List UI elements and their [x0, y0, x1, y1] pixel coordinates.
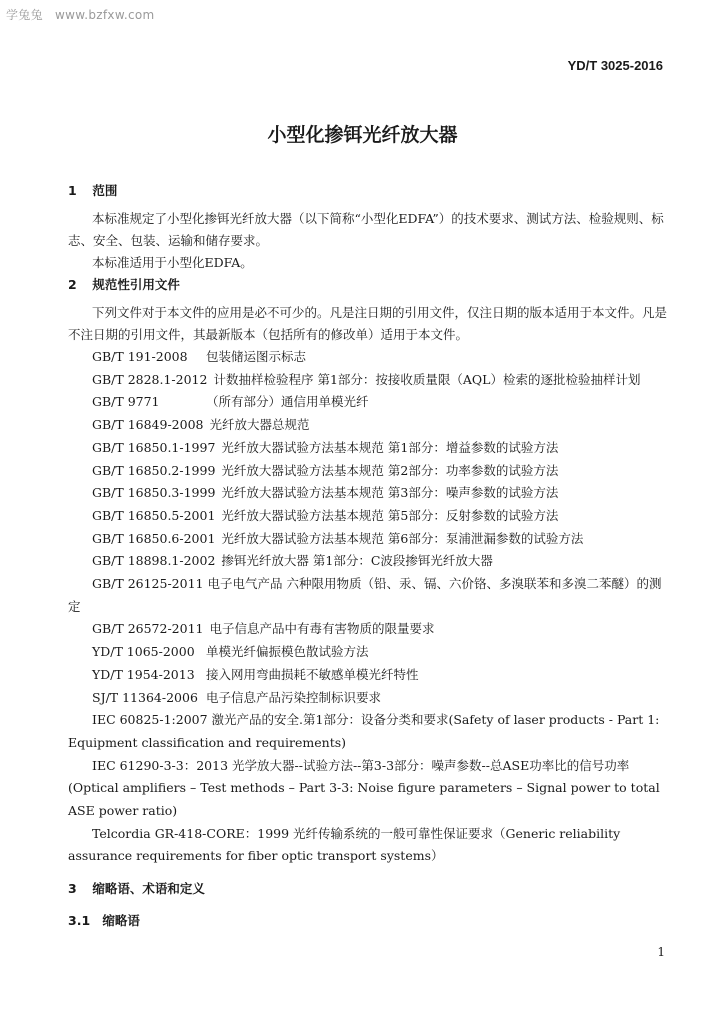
reference-item	[68, 550, 668, 573]
section-heading-2	[68, 274, 668, 296]
reference-item	[68, 664, 668, 687]
section-title: 缩略语	[102, 913, 140, 929]
reference-title: 掺铒光纤放大器 第1部分：C波段掺铒光纤放大器	[221, 553, 493, 569]
watermark-site-name: 学兔兔	[6, 8, 43, 22]
reference-item-wrapped: GB/T 26125-2011 电子电气产品 六种限用物质（铅、汞、镉、六价铬、多溴联苯和多溴二苯醚）的测定	[68, 576, 662, 614]
reference-code: GB/T 16850.1-1997	[92, 439, 216, 455]
section-heading-1	[68, 180, 668, 202]
reference-item	[68, 369, 668, 392]
reference-code: GB/T 9771	[92, 394, 160, 410]
reference-title: 计数抽样检验程序 第1部分：按接收质量限（AQL）检索的逐批检验抽样计划	[213, 371, 641, 387]
section-title: 缩略语、术语和定义	[92, 881, 205, 897]
reference-item	[68, 346, 668, 369]
reference-item	[68, 505, 668, 528]
reference-title: 接入网用弯曲损耗不敏感单模光纤特性	[206, 666, 419, 682]
section-number: 2	[68, 277, 77, 292]
reference-item	[68, 618, 668, 641]
scope-paragraph: 本标准规定了小型化掺铒光纤放大器（以下简称“小型化EDFA”）的技术要求、测试方法、检验规则、标志、安全、包装、运输和储存要求。	[68, 211, 664, 248]
section-number: 3	[68, 881, 77, 897]
reference-title: 光纤放大器总规范	[209, 417, 310, 433]
section-number: 1	[68, 183, 77, 198]
watermark-site-url: www.bzfxw.com	[55, 8, 155, 22]
subsection-heading-3-1	[68, 910, 668, 932]
reference-code: YD/T 1954-2013	[92, 666, 195, 682]
reference-code: YD/T 1065-2000	[92, 644, 195, 660]
reference-code: GB/T 191-2008	[92, 349, 188, 364]
document-title: 小型化掺铒光纤放大器	[267, 124, 458, 146]
reference-code: GB/T 18898.1-2002	[92, 553, 216, 569]
reference-list	[68, 346, 668, 868]
reference-code: GB/T 16850.5-2001	[92, 507, 216, 523]
section-title: 范围	[92, 183, 118, 198]
section-title: 规范性引用文件	[92, 277, 180, 292]
reference-title: 电子信息产品中有毒有害物质的限量要求	[209, 621, 435, 637]
reference-item	[68, 641, 668, 664]
standard-code: YD/T 3025-2016	[567, 58, 663, 73]
document-body	[68, 180, 668, 932]
references-intro: 下列文件对于本文件的应用是必不可少的。凡是注日期的引用文件，仅注日期的版本适用于本文件。凡是不注日期的引用文件，其最新版本（包括所有的修改单）适用于本文件。	[68, 305, 668, 342]
reference-title: 包装储运图示标志	[206, 349, 307, 364]
reference-title: 光纤放大器试验方法基本规范 第6部分：泵浦泄漏参数的试验方法	[221, 530, 584, 546]
reference-item	[68, 460, 668, 483]
reference-code: GB/T 16850.2-1999	[92, 462, 216, 478]
reference-title: 光纤放大器试验方法基本规范 第3部分：噪声参数的试验方法	[221, 485, 559, 501]
reference-item	[68, 528, 668, 551]
section-heading-3	[68, 878, 668, 900]
reference-code: SJ/T 11364-2006	[92, 689, 198, 705]
reference-item	[68, 482, 668, 505]
reference-item	[68, 687, 668, 710]
reference-code: GB/T 16850.6-2001	[92, 530, 216, 546]
scope-applicability: 本标准适用于小型化EDFA。	[92, 255, 253, 270]
reference-item	[68, 391, 668, 414]
reference-title: （所有部分）通信用单模光纤	[206, 394, 369, 410]
reference-title: 电子信息产品污染控制标识要求	[206, 689, 382, 705]
reference-title: 光纤放大器试验方法基本规范 第5部分：反射参数的试验方法	[221, 507, 559, 523]
reference-title: 单模光纤偏振模色散试验方法	[206, 644, 369, 660]
section-number: 3.1	[68, 913, 91, 929]
reference-item-wrapped: IEC 61290-3-3：2013 光学放大器--试验方法--第3-3部分：噪声参数--总ASE功率比的信号功率(Optical amplifiers – Test methods – Part 3-3: Noise figure parameters – Signal power to total ASE power ratio)	[68, 757, 660, 819]
reference-title: 光纤放大器试验方法基本规范 第1部分：增益参数的试验方法	[221, 439, 559, 455]
reference-item-wrapped: Telcordia GR-418-CORE：1999 光纤传输系统的一般可靠性保证要求（Generic reliability assurance requirements for fiber optic transport systems）	[68, 825, 621, 864]
reference-code: GB/T 16850.3-1999	[92, 485, 216, 501]
reference-title: 光纤放大器试验方法基本规范 第2部分：功率参数的试验方法	[221, 462, 559, 478]
reference-code: GB/T 16849-2008	[92, 417, 204, 433]
reference-item	[68, 437, 668, 460]
reference-code: GB/T 26572-2011	[92, 621, 204, 637]
reference-code: GB/T 2828.1-2012	[92, 371, 208, 387]
page-number: 1	[657, 945, 665, 959]
reference-item-wrapped: IEC 60825-1:2007 激光产品的安全.第1部分：设备分类和要求(Safety of laser products - Part 1: Equipment classification and requirements)	[68, 712, 660, 750]
watermark	[6, 6, 163, 23]
reference-item	[68, 414, 668, 437]
